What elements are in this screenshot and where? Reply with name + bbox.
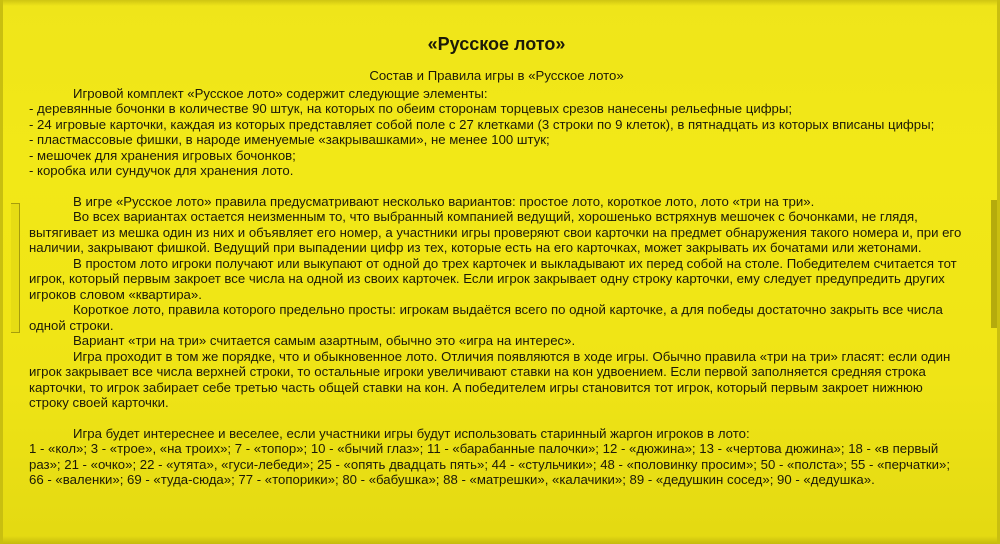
jargon-intro: Игра будет интереснее и веселее, если участники игры будут использовать старинный жаргон игроков в лото: [73,425,750,441]
rules-paragraph: Короткое лото, правила которого предельно просты: игрокам выдаётся всего по одной карточке, а для победы достаточно закрыть все числа одной строки. [29,302,943,333]
rules-paragraph: Вариант «три на три» считается самым азартным, обычно это «игра на интерес». [73,333,576,348]
paragraph-gap [29,411,964,426]
rules-subtitle: Состав и Правила игры в «Русское лото» [369,68,624,83]
rules-paragraph: Во всех вариантах остается неизменным то, что выбранный компанией ведущий, хорошенько встряхнув мешочек с бочонками, не глядя, вытягивает из мешка один из них и объявляет его номер, а участники игры проверяют свои карточки на предмет обнаружения такого номера и, при его наличии, закрывают фишкой. Ведущий при выпадении цифр из тех, которые есть на его карточках, может закрывать их бочатами или жетонами. [29,209,962,255]
paragraph-gap [29,179,964,194]
box-side-notch-left [11,203,20,333]
composition-intro: Игровой комплект «Русское лото» содержит следующие элементы: [73,85,488,101]
box-side-notch-right [991,200,997,328]
composition-item: - мешочек для хранения игровых бочонков; [29,147,296,163]
rules-paragraph: В игре «Русское лото» правила предусматривают несколько вариантов: простое лото, короткое лото, лото «три на три». [73,193,815,209]
rules-paragraph: В простом лото игроки получают или выкупают от одной до трех карточек и выкладывают их перед собой на столе. Победителем считается тот игрок, который первым закроет все числа на одной из своих карточек. Если игрок закрывает одну строку карточки, ему следует предупредить других игроков словом «квартира». [29,255,957,302]
rules-text-block [29,30,964,488]
box-title: «Русское лото» [427,34,566,54]
composition-item: - деревянные бочонки в количестве 90 штук, на которых по обеим сторонам торцевых срезов нанесены рельефные цифры; [29,101,793,116]
composition-item: - 24 игровые карточки, каждая из которых представляет собой поле с 27 клетками (3 строки по 9 клеток), в пятнадцать из которых вписаны цифры; [29,116,935,132]
composition-item: - коробка или сундучок для хранения лото. [29,163,294,178]
jargon-list: 1 - «кол»; 3 - «трое», «на троих»; 7 - «топор»; 10 - «бычий глаз»; 11 - «барабанные палочки»; 12 - «дюжина»; 13 - «чертова дюжина»; 18 - «в первый раз»; 21 - «очко»; 22 - «утята», «гуси-лебеди»; 25 - «опять двадцать пять»; 44 - «стульчики»; 48 - «половинку просим»; 50 - «полста»; 55 - «перчатки»; 66 - «валенки»; 69 - «туда-сюда»; 77 - «топорики»; 80 - «бабушка»; 88 - «матрешки», «калачики»; 89 - «дедушкин сосед»; 90 - «дедушка». [29,441,951,487]
composition-item: - пластмассовые фишки, в народе именуемые «закрывашками», не менее 100 штук; [29,132,550,147]
rules-paragraph: Игра проходит в том же порядке, что и обыкновенное лото. Отличия появляются в ходе игры. Обычно правила «три на три» гласят: если один игрок закрывает все числа верхней строки, то остальные игроки увеличивают ставки на кон удвоением. Если первой заполняется средняя строка карточки, то игрок забирает себе третью часть общей ставки на кон. А победителем игры становится тот игрок, который первым закроет нижнюю строку своей карточки. [29,348,951,410]
